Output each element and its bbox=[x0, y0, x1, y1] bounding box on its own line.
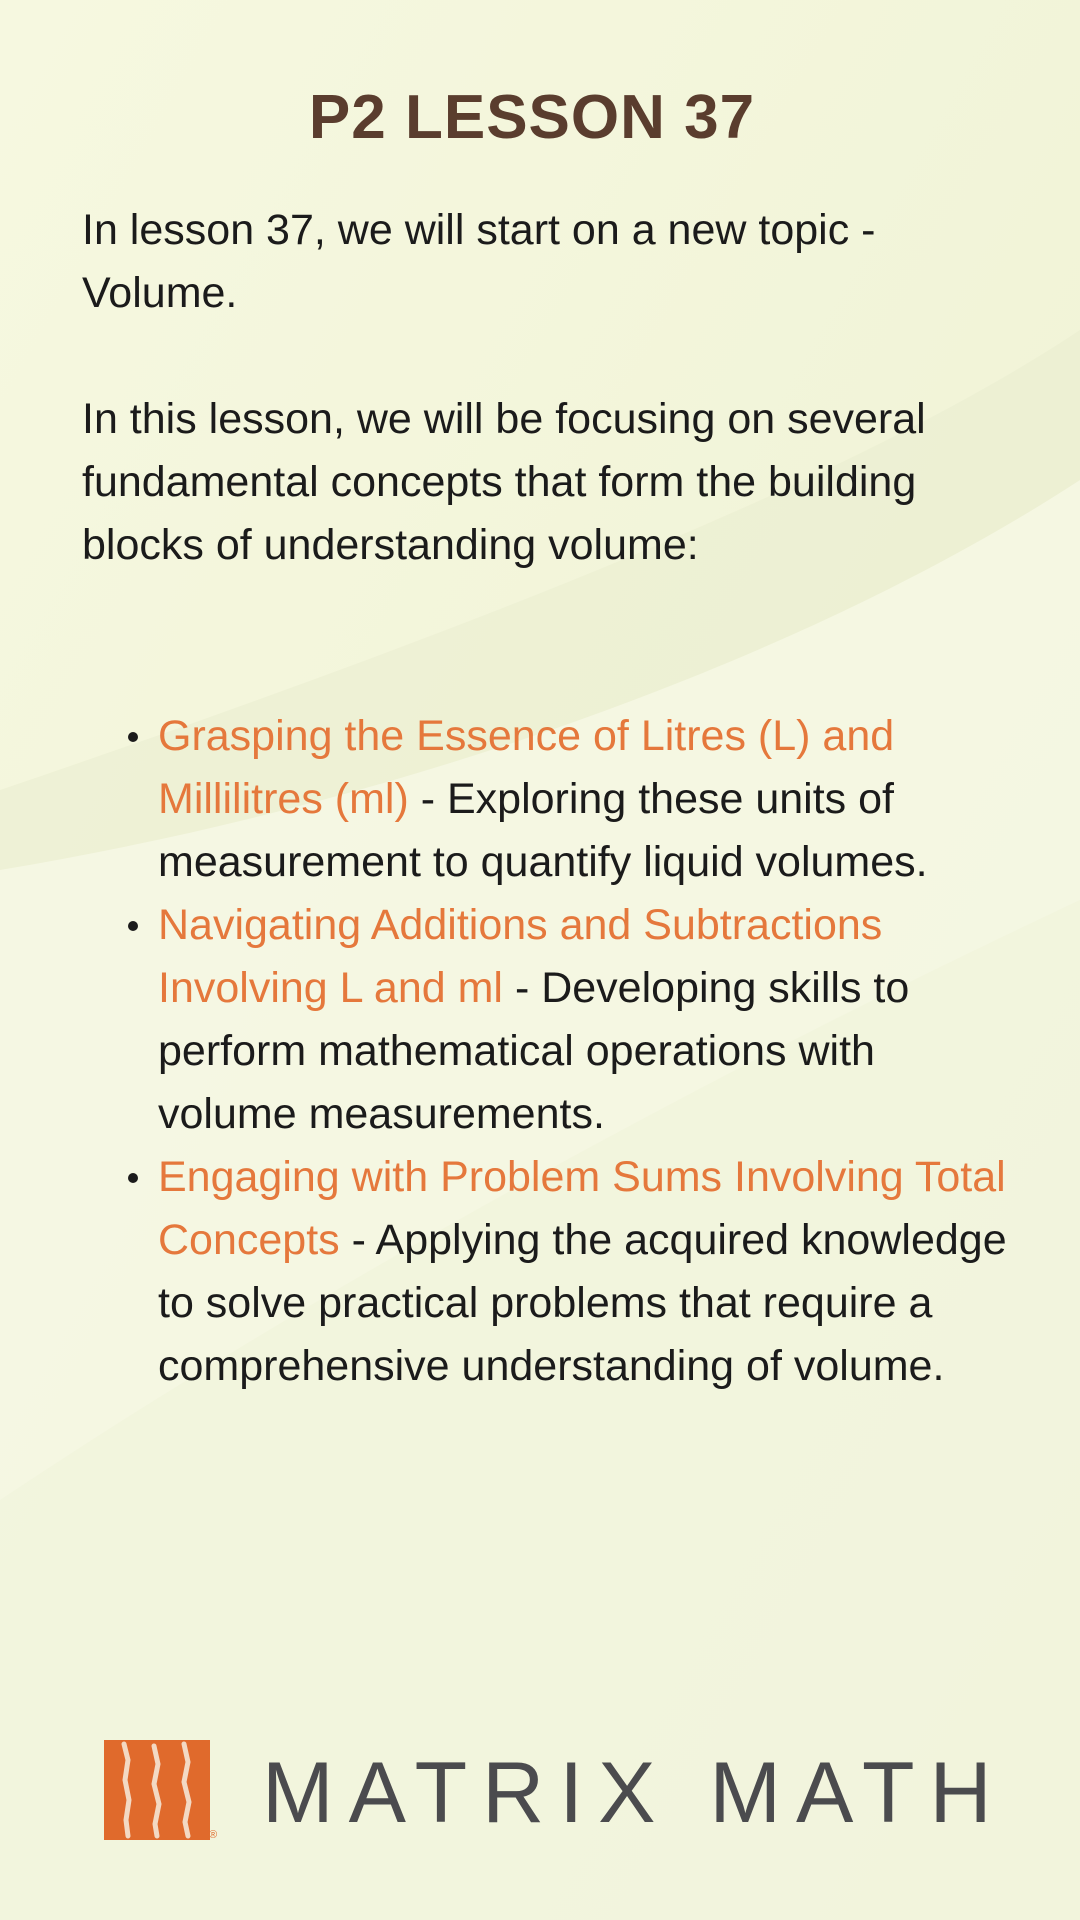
concept-highlight: Navigating Additions and Subtractions Involving L and ml bbox=[158, 901, 883, 1012]
bullet-icon bbox=[128, 732, 138, 742]
concept-highlight: Engaging with Problem Sums Involving Total Concepts bbox=[158, 1153, 1006, 1264]
registered-mark: ® bbox=[209, 1829, 218, 1841]
list-item bbox=[158, 1146, 1018, 1398]
intro-paragraph: In lesson 37, we will start on a new topic - Volume. bbox=[82, 206, 876, 317]
matrix-math-logo-icon bbox=[104, 1740, 210, 1840]
list-item bbox=[158, 705, 1018, 894]
list-item bbox=[158, 894, 1018, 1146]
concept-description: - Developing skills to perform mathematical operations with volume measurements. bbox=[158, 964, 910, 1138]
focus-paragraph: In this lesson, we will be focusing on several fundamental concepts that form the building blocks of understanding volume: bbox=[82, 395, 926, 569]
concept-list bbox=[158, 705, 1018, 1398]
concept-highlight: Grasping the Essence of Litres (L) and Millilitres (ml) bbox=[158, 712, 895, 823]
concept-description: - Exploring these units of measurement to quantify liquid volumes. bbox=[158, 775, 928, 886]
bullet-icon bbox=[128, 921, 138, 931]
brand-name: MATRIX MATH bbox=[262, 1745, 1007, 1841]
concept-description: - Applying the acquired knowledge to solve practical problems that require a comprehensive understanding of volume. bbox=[158, 1216, 1007, 1390]
page-title: P2 LESSON 37 bbox=[308, 83, 756, 152]
bullet-icon bbox=[128, 1173, 138, 1183]
